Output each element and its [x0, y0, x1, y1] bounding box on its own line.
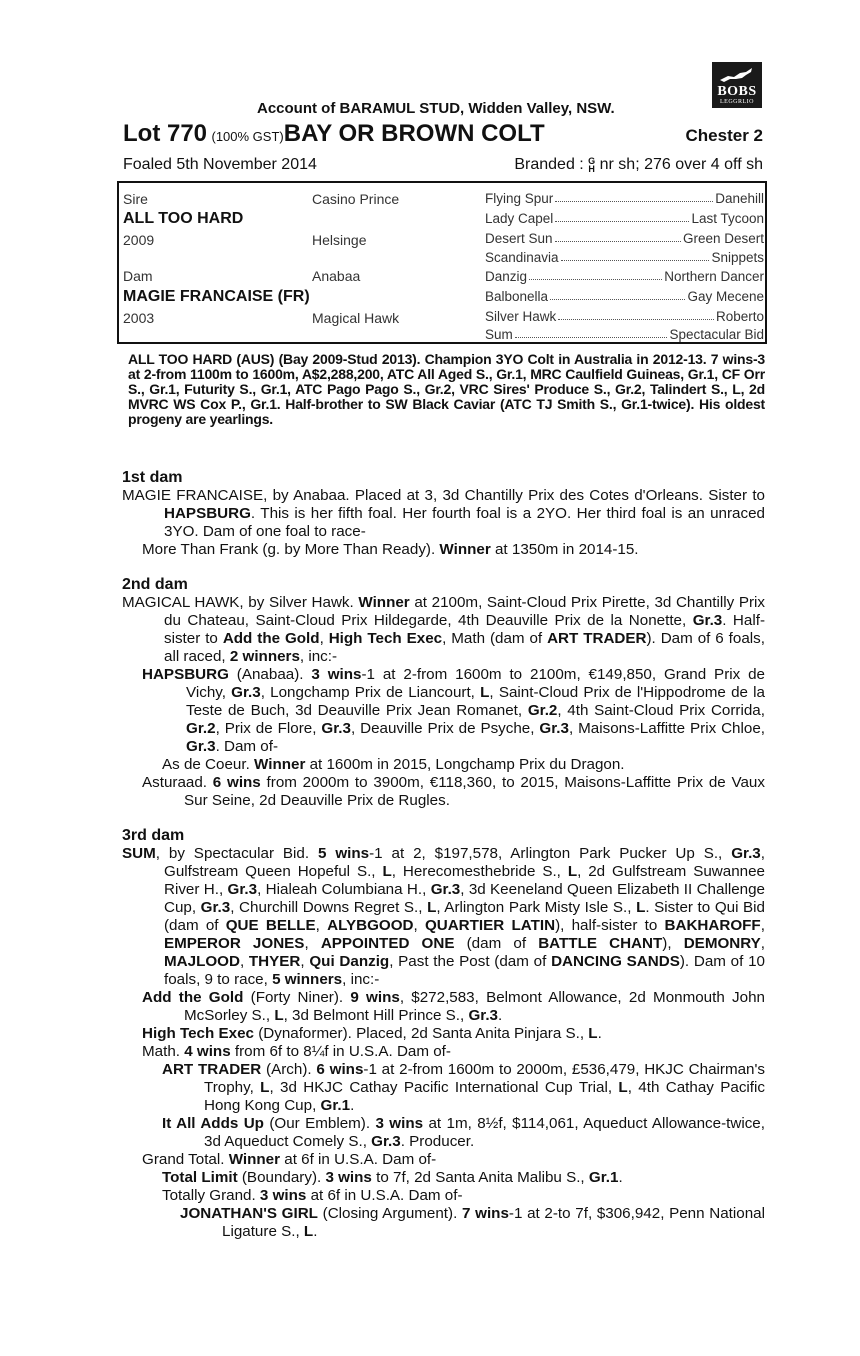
- brand-info: [514, 156, 763, 174]
- section-heading: 1st dam: [122, 469, 183, 486]
- brand-suffix: nr sh; 276 over 4 off sh: [595, 156, 763, 173]
- foaled-date: Foaled 5th November 2014: [123, 156, 317, 173]
- third-dam-section: [122, 827, 765, 1241]
- gen3-row: Desert Sun Green Desert: [485, 231, 764, 246]
- lot-number: Lot 770: [123, 120, 208, 147]
- dam-label: Dam: [123, 268, 153, 284]
- publisher-logo: [712, 62, 762, 108]
- section-heading: 2nd dam: [122, 576, 188, 593]
- dam-paragraph: SUM, by Spectacular Bid. 5 wins-1 at 2, $197,578, Arlington Park Pucker Up S., Gr.3, Gulfstream Queen Hopeful S., L, Herecomesthebride S., L, 2d Gulfstream Suwannee River H., Gr.3, Hialeah Columbiana H., Gr.3, 3d Keeneland Queen Elizabeth II Challenge Cup, Gr.3, Churchill Downs Regret S., L, Arlington Park Misty Isle S., L. Sister to Qui Bid (dam of QUE BELLE, ALYBGOOD, QUARTIER LATIN), half-sister to BAKHAROFF, EMPEROR JONES, APPOINTED ONE (dam of BATTLE CHANT), DEMONRY, MAJLOOD, THYER, Qui Danzig, Past the Post (dam of DANCING SANDS). Dam of 10 foals, 9 to race, 5 winners, inc:-: [122, 845, 766, 988]
- gen3-row: Danzig Northern Dancer: [485, 269, 764, 284]
- second-dam-section: [122, 576, 765, 810]
- progeny-paragraph: High Tech Exec (Dynaformer). Placed, 2d Santa Anita Pinjara S., L.: [142, 1025, 602, 1042]
- pedigree-table: [117, 181, 767, 344]
- progeny-paragraph: Add the Gold (Forty Niner). 9 wins, $272,583, Belmont Allowance, 2d Monmouth John McSorley S., L, 3d Belmont Hill Prince S., Gr.3.: [142, 989, 765, 1024]
- sire-summary: ALL TOO HARD (AUS) (Bay 2009-Stud 2013). Champion 3YO Colt in Australia in 2012-13. 7 wins-3 at 2-from 1100m to 1600m, A$2,288,200, ATC All Aged S., Gr.1, MRC Caulfield Guineas, Gr.1, CF Orr S., Gr.1, Futurity S., Gr.1, ATC Pago Pago S., Gr.2, VRC Sires' Produce S., Gr.2, Talindert S., L, 2d MVRC WS Cox P., Gr.1. Half-brother to SW Black Caviar (ATC TJ Smith S., Gr.1-twice). His oldest progeny are yearlings.: [128, 351, 765, 427]
- dam-sire: Anabaa: [312, 268, 361, 284]
- sire-dam: Helsinge: [312, 232, 367, 248]
- logo-subtext: LEGGRLIO: [720, 99, 754, 105]
- progeny-paragraph: HAPSBURG (Anabaa). 3 wins-1 at 2-from 1600m to 2100m, €149,850, Grand Prix de Vichy, Gr.3, Longchamp Prix de Liancourt, L, Saint-Cloud Prix de l'Hippodrome de la Teste de Buch, 3d Deauville Prix Jean Romanet, Gr.2, 4th Saint-Cloud Prix Corrida, Gr.2, Prix de Flore, Gr.3, Deauville Prix de Psyche, Gr.3, Maisons-Laffitte Prix Chloe, Gr.3. Dam of-: [142, 666, 765, 755]
- section-heading: 3rd dam: [122, 827, 185, 844]
- logo-text: BOBS: [717, 84, 757, 99]
- progeny-paragraph: ART TRADER (Arch). 6 wins-1 at 2-from 1600m to 2000m, £536,479, HKJC Chairman's Trophy, L, 3d HKJC Cathay Pacific International Cup Trial, L, 4th Cathay Pacific Hong Kong Cup, Gr.1.: [162, 1061, 765, 1114]
- progeny-paragraph: Math. 4 wins from 6f to 8¼f in U.S.A. Dam of-: [142, 1043, 451, 1060]
- dam-year: 2003: [123, 310, 155, 326]
- gen3-row: Sum Spectacular Bid: [485, 327, 764, 342]
- chester-number: Chester 2: [685, 126, 763, 145]
- progeny-paragraph: More Than Frank (g. by More Than Ready). Winner at 1350m in 2014-15.: [142, 541, 639, 558]
- gen3-row: Balbonella Gay Mecene: [485, 289, 764, 304]
- consignor-line: Account of BARAMUL STUD, Widden Valley, NSW.: [257, 100, 615, 117]
- dam-name: MAGIE FRANCAISE (FR): [123, 288, 310, 305]
- dam-paragraph: MAGICAL HAWK, by Silver Hawk. Winner at 2100m, Saint-Cloud Prix Pirette, 3d Chantilly Prix du Chateau, Saint-Cloud Prix Hildegarde, 4th Deauville Prix de la Nonette, Gr.3. Half-sister to Add the Gold, High Tech Exec, Math (dam of ART TRADER). Dam of 6 foals, all raced, 2 winners, inc:-: [122, 594, 765, 665]
- progeny-paragraph: Total Limit (Boundary). 3 wins to 7f, 2d Santa Anita Malibu S., Gr.1.: [162, 1169, 623, 1186]
- sire-sire: Casino Prince: [312, 191, 400, 207]
- horse-icon: [718, 66, 756, 84]
- sire-name: ALL TOO HARD: [123, 210, 244, 227]
- gen3-row: Silver Hawk Roberto: [485, 309, 764, 324]
- brand-prefix: Branded :: [514, 156, 589, 173]
- gst-note: (100% GST): [211, 129, 284, 144]
- dam-paragraph: MAGIE FRANCAISE, by Anabaa. Placed at 3, 3d Chantilly Prix des Cotes d'Orleans. Sister to HAPSBURG. This is her fifth foal. Her fourth foal is a 2YO. Her third foal is an unraced 3YO. Dam of one foal to race-: [122, 487, 765, 540]
- sire-year: 2009: [123, 232, 155, 248]
- progeny-paragraph: As de Coeur. Winner at 1600m in 2015, Longchamp Prix du Dragon.: [162, 756, 625, 773]
- progeny-paragraph: Totally Grand. 3 wins at 6f in U.S.A. Dam of-: [162, 1187, 463, 1204]
- gen3-row: Flying Spur Danehill: [485, 191, 764, 206]
- first-dam-section: [122, 469, 765, 559]
- progeny-paragraph: It All Adds Up (Our Emblem). 3 wins at 1m, 8½f, $114,061, Aqueduct Allowance-twice, 3d Aqueduct Comely S., Gr.3. Producer.: [162, 1115, 765, 1150]
- progeny-paragraph: JONATHAN'S GIRL (Closing Argument). 7 wins-1 at 2-to 7f, $306,942, Penn National Ligature S., L.: [180, 1205, 765, 1240]
- gen3-row: Lady Capel Last Tycoon: [485, 211, 764, 226]
- progeny-paragraph: Grand Total. Winner at 6f in U.S.A. Dam of-: [142, 1151, 437, 1168]
- lot-heading: [123, 120, 545, 148]
- lot-description: BAY OR BROWN COLT: [283, 120, 545, 147]
- sire-label: Sire: [123, 191, 148, 207]
- dam-dam: Magical Hawk: [312, 310, 400, 326]
- progeny-paragraph: Asturaad. 6 wins from 2000m to 3900m, €118,360, to 2015, Maisons-Laffitte Prix de Vaux Sur Seine, 2d Deauville Prix de Rugles.: [142, 774, 765, 809]
- gen3-row: Scandinavia Snippets: [485, 250, 764, 265]
- brand-mark: G H: [588, 156, 596, 174]
